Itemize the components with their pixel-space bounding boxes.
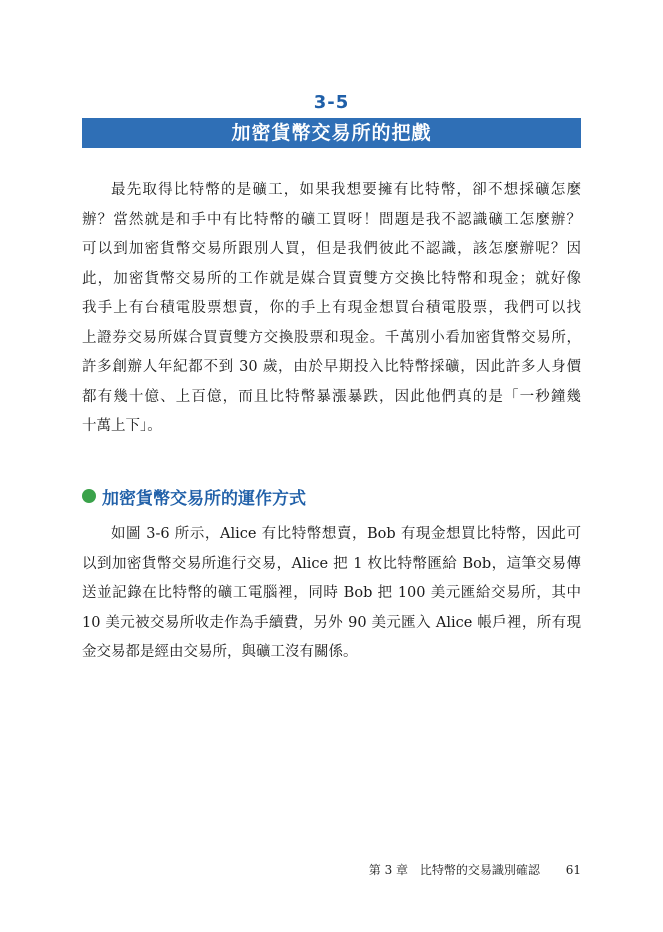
paragraph-line: 送並記錄在比特幣的礦工電腦裡，同時 Bob 把 100 美元匯給交易所，其中 xyxy=(82,585,581,601)
paragraph-line: 許多創辦人年紀都不到 30 歲，由於早期投入比特幣採礦，因此許多人身價 xyxy=(82,359,581,375)
paragraph-line: 最先取得比特幣的是礦工，如果我想要擁有比特幣，卻不想採礦怎麼 xyxy=(111,182,581,198)
subsection-title: 加密貨幣交易所的運作方式 xyxy=(102,488,306,509)
paragraph-line: 可以到加密貨幣交易所跟別人買，但是我們彼此不認識，該怎麼辦呢？因 xyxy=(82,241,581,257)
paragraph-line: 辦？當然就是和手中有比特幣的礦工買呀！問題是我不認識礦工怎麼辦？ xyxy=(82,211,581,228)
paragraph-line: 上證券交易所媒合買賣雙方交換股票和現金。千萬別小看加密貨幣交易所， xyxy=(82,329,581,346)
paragraph-line: 十萬上下」。 xyxy=(82,418,162,434)
section-number: 3-5 xyxy=(313,92,350,113)
footer-chapter-title: 比特幣的交易識別確認 xyxy=(419,863,540,877)
section-title-bar xyxy=(82,118,581,148)
paragraph-line: 我手上有台積電股票想賣，你的手上有現金想買台積電股票，我們可以找 xyxy=(82,300,581,316)
paragraph-line: 都有幾十億、上百億，而且比特幣暴漲暴跌，因此他們真的是「一秒鐘幾 xyxy=(82,388,581,405)
bullet-dot-icon xyxy=(82,489,96,503)
subsection-heading xyxy=(82,482,306,510)
paragraph-line: 此，加密貨幣交易所的工作就是媒合買賣雙方交換比特幣和現金；就好像 xyxy=(82,270,581,287)
page-footer xyxy=(0,861,581,878)
paragraph-line: 金交易都是經由交易所，與礦工沒有關係。 xyxy=(82,644,358,660)
paragraph-line: 如圖 3-6 所示，Alice 有比特幣想賣，Bob 有現金想買比特幣，因此可 xyxy=(111,526,581,542)
paragraph-line: 10 美元被交易所收走作為手續費，另外 90 美元匯入 Alice 帳戶裡，所有現 xyxy=(82,614,581,631)
section-title: 加密貨幣交易所的把戲 xyxy=(231,122,432,144)
footer-chapter: 第 3 章 xyxy=(368,863,409,877)
paragraph-line: 以到加密貨幣交易所進行交易，Alice 把 1 枚比特幣匯給 Bob，這筆交易傳 xyxy=(82,555,581,572)
body-paragraph-1 xyxy=(82,176,581,442)
page-number: 61 xyxy=(565,863,581,877)
body-paragraph-2 xyxy=(82,520,581,668)
